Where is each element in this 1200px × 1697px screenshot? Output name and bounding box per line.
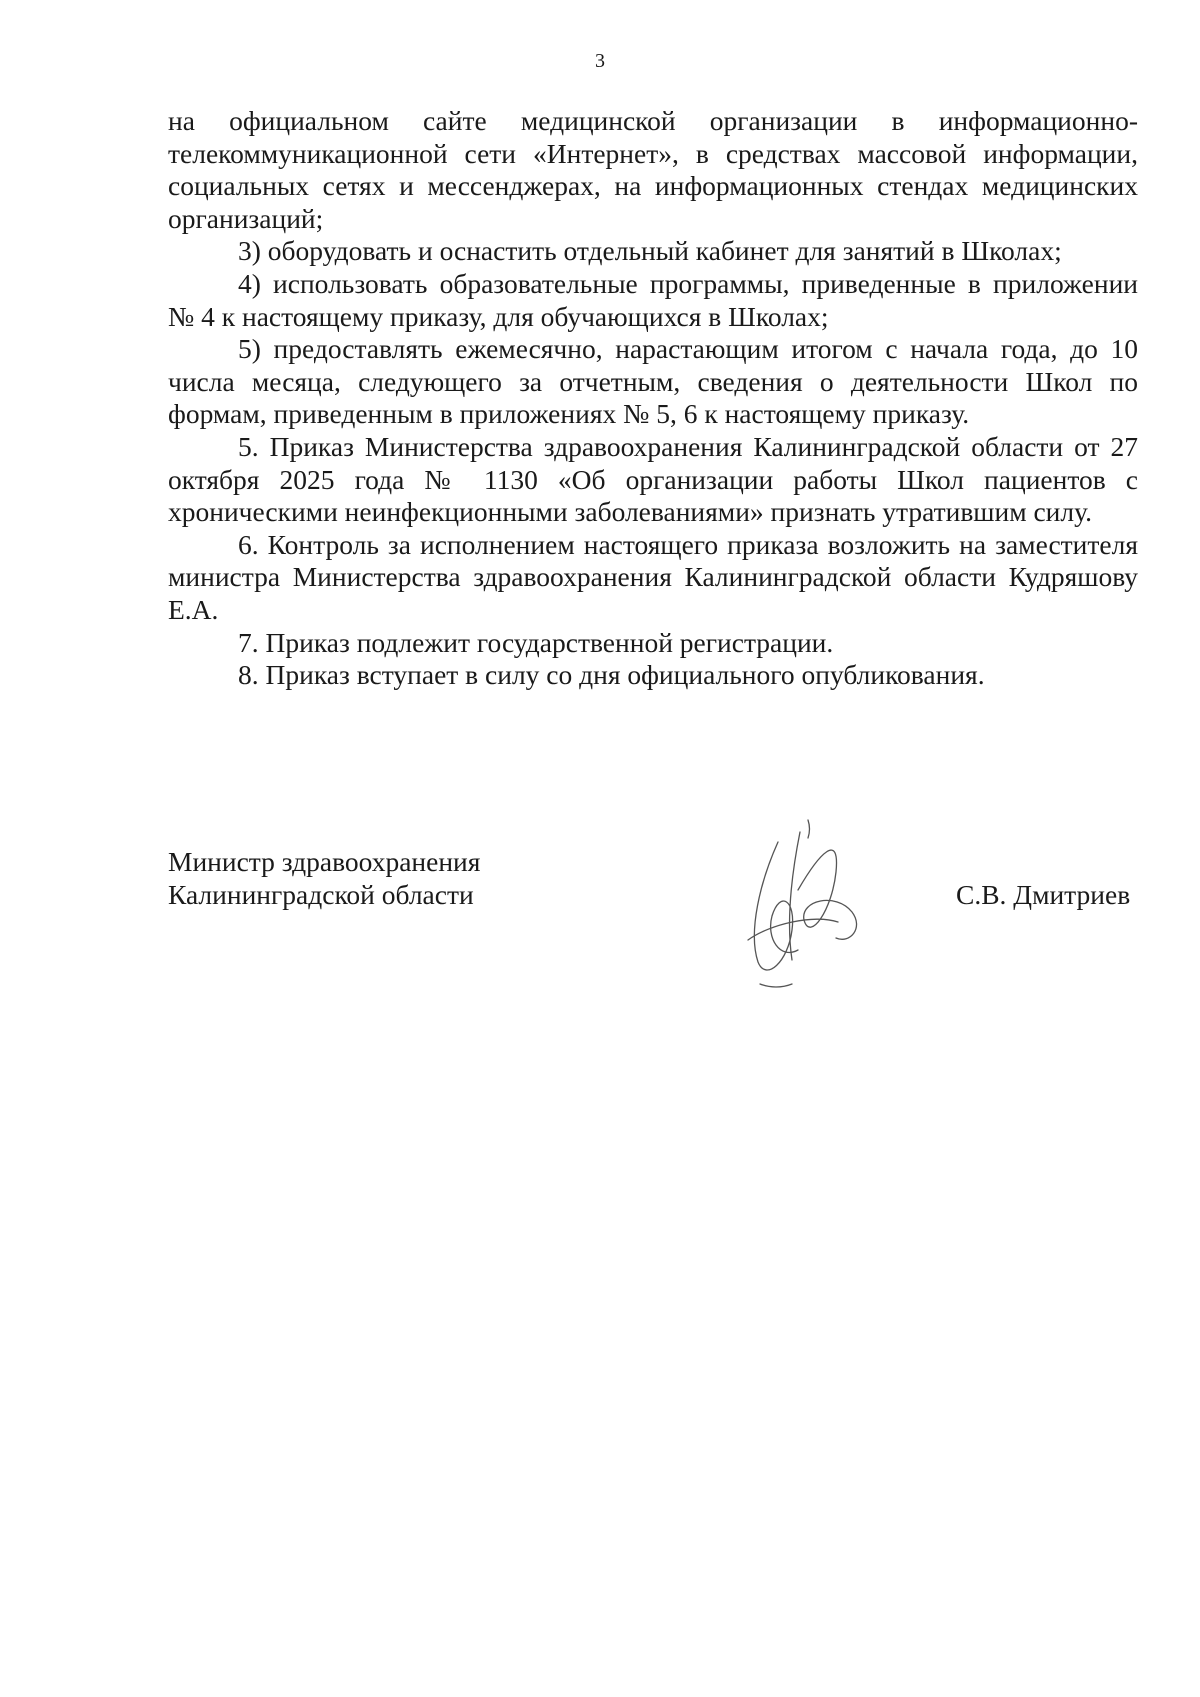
signatory-position-line-2: Калининградской области [168,879,474,910]
paragraph-item-4: 4) использовать образовательные программы, приведенные в приложении № 4 к настоящему приказу, для обучающихся в Школах; [168,267,1138,332]
page-number: 3 [595,50,605,72]
paragraph-continuation: на официальном сайте медицинской организации в информационно-телекоммуникационной сети «Интернет», в средствах массовой информации, социальных сетях и мессенджерах, на информационных стендах медицинских организаций; [168,105,1138,234]
paragraph-clause-7: 7. Приказ подлежит государственной регистрации. [238,626,834,658]
signatory-position [168,845,480,911]
signatory-position-line-1: Министр здравоохранения [168,846,481,877]
paragraph-item-3: 3) оборудовать и оснастить отдельный кабинет для занятий в Школах; [238,235,1062,267]
signatory-name: С.В. Дмитриев [956,879,1131,910]
handwritten-signature-icon [740,812,880,992]
paragraph-clause-6: 6. Контроль за исполнением настоящего приказа возложить на заместителя министра Министерства здравоохранения Калининградской области Кудряшову Е.А. [168,528,1138,625]
paragraph-clause-5: 5. Приказ Министерства здравоохранения Калининградской области от 27 октября 2025 года № 1130 «Об организации работы Школ пациентов с хроническими неинфекционными заболеваниями» признать утратившим силу. [168,430,1138,528]
paragraph-clause-8: 8. Приказ вступает в силу со дня официального опубликования. [238,659,985,691]
paragraph-item-5-sub: 5) предоставлять ежемесячно, нарастающим итогом с начала года, до 10 числа месяца, следующего за отчетным, сведения о деятельности Школ по формам, приведенным в приложениях № 5, 6 к настоящему приказу. [168,333,1138,430]
document-body [168,105,1138,692]
